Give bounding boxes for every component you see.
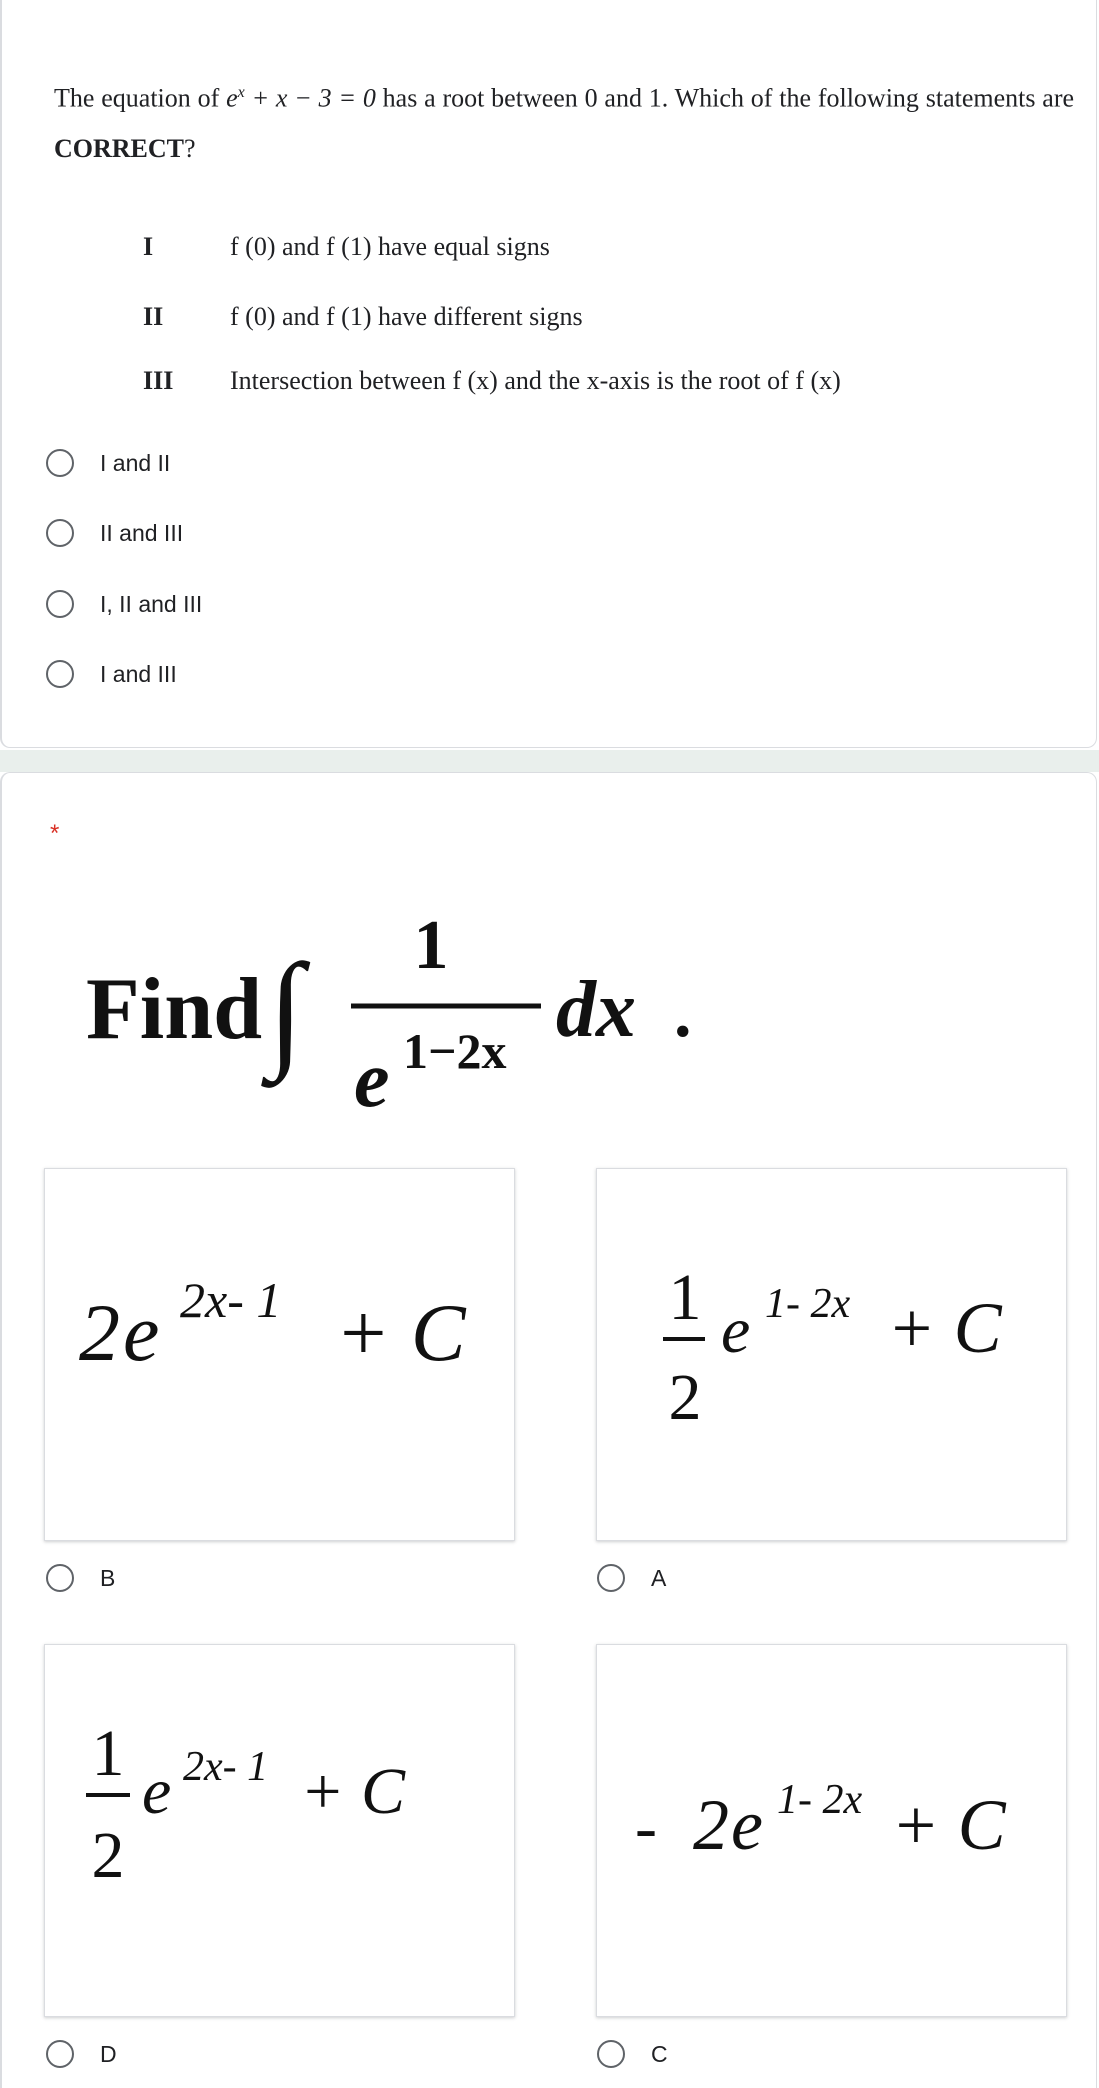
- exponent: 1- 2x: [765, 1281, 851, 1327]
- option-i-and-iii[interactable]: I and III: [46, 657, 177, 691]
- option-i-ii-and-iii[interactable]: I, II and III: [46, 587, 202, 621]
- find-word: Find: [86, 961, 263, 1058]
- plus-c: + C: [887, 1288, 1002, 1368]
- card-separator: [0, 750, 1099, 772]
- fraction-numerator: 1: [668, 1261, 702, 1334]
- denominator-exponent: 1−2x: [403, 1023, 507, 1079]
- option-d[interactable]: D: [46, 2037, 117, 2071]
- denominator-base: e: [354, 1036, 390, 1118]
- dx: dx: [556, 966, 636, 1054]
- integral-sign: ∫: [268, 938, 304, 1082]
- choice-tile-d[interactable]: [44, 1644, 515, 2017]
- choice-tile-a[interactable]: [596, 1168, 1067, 1541]
- fraction-denominator: 2: [668, 1361, 702, 1434]
- radio-button[interactable]: [46, 449, 74, 477]
- option-a[interactable]: A: [597, 1561, 666, 1595]
- base-e: e: [731, 1785, 763, 1865]
- radio-button[interactable]: [46, 2040, 74, 2068]
- integral-prompt-image: [86, 888, 786, 1118]
- base-e: e: [721, 1294, 751, 1367]
- radio-button[interactable]: [46, 590, 74, 618]
- coefficient: 2: [693, 1785, 729, 1865]
- exponent: 1- 2x: [777, 1777, 863, 1823]
- radio-button[interactable]: [46, 519, 74, 547]
- plus-c: + C: [335, 1287, 466, 1378]
- required-asterisk: *: [50, 820, 60, 847]
- minus-sign: -: [635, 1791, 657, 1864]
- option-b[interactable]: B: [46, 1561, 115, 1595]
- option-c[interactable]: C: [597, 2037, 668, 2071]
- base-e: e: [142, 1755, 172, 1828]
- question-1-text: The equation of $e^x + x - 3 = 0$ has a root between 0 and 1. Which of the following statements are CORRECT?: [54, 83, 1075, 163]
- plus-c: + C: [300, 1755, 406, 1828]
- radio-button[interactable]: [597, 2040, 625, 2068]
- option-i-and-ii[interactable]: I and II: [46, 446, 170, 480]
- option-ii-and-iii[interactable]: II and III: [46, 516, 183, 550]
- radio-button[interactable]: [46, 1564, 74, 1592]
- fraction-denominator: 2: [91, 1819, 125, 1892]
- fraction-numerator: 1: [91, 1717, 125, 1790]
- exponent: 2x- 1: [180, 1272, 282, 1328]
- plus-c: + C: [891, 1785, 1006, 1865]
- numerator: 1: [413, 907, 449, 984]
- base-e: e: [123, 1287, 160, 1378]
- choice-tile-c[interactable]: [596, 1644, 1067, 2017]
- radio-button[interactable]: [46, 660, 74, 688]
- choice-tile-b[interactable]: [44, 1168, 515, 1541]
- radio-button[interactable]: [597, 1564, 625, 1592]
- period: .: [674, 975, 692, 1052]
- exponent: 2x- 1: [183, 1744, 269, 1790]
- coefficient: 2: [79, 1287, 120, 1378]
